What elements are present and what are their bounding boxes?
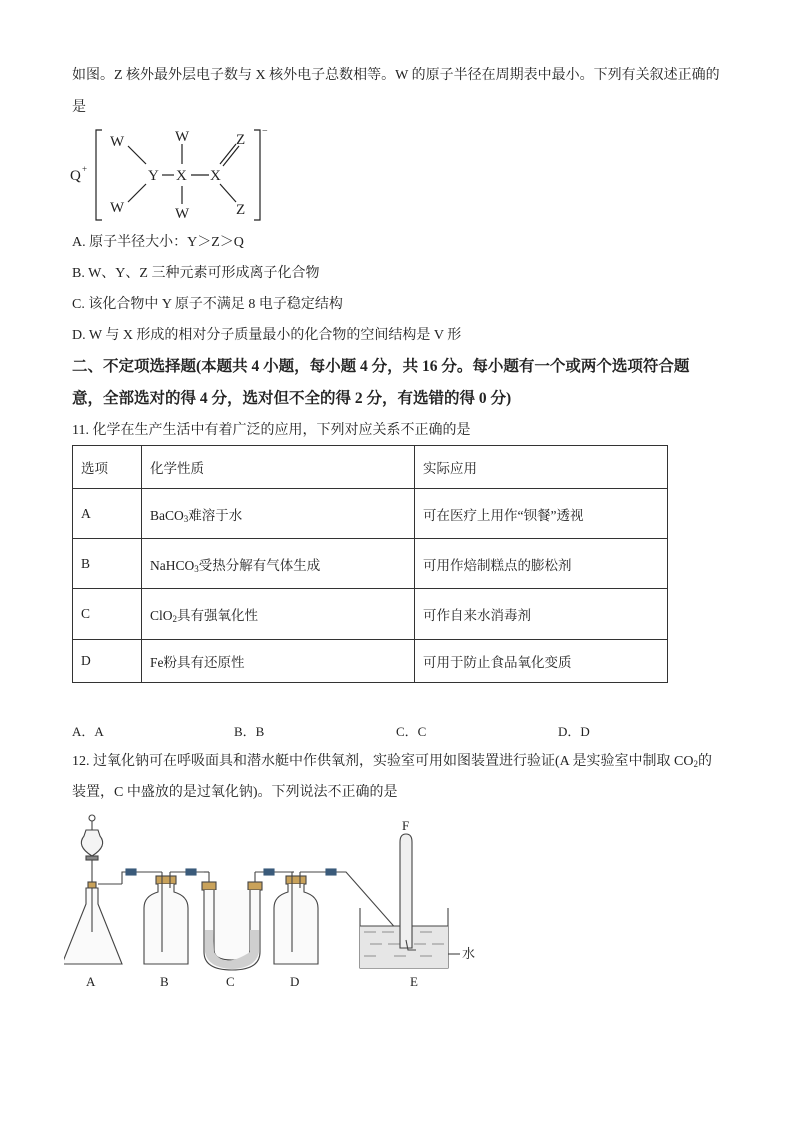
svg-text:W: W xyxy=(175,129,190,145)
atom-y: Y xyxy=(148,168,159,184)
svg-text:W: W xyxy=(110,200,125,216)
svg-text:C: C xyxy=(226,974,235,989)
svg-text:E: E xyxy=(410,974,418,989)
cation-symbol: Q xyxy=(70,168,81,184)
q11-choice-d: D．D xyxy=(558,724,590,739)
svg-text:−: − xyxy=(262,126,268,137)
table-row: B NaHCO$_3$受热分解有气体生成 可用作焙制糕点的膨松剂 xyxy=(73,539,668,589)
section2-heading-line1: 二、不定项选择题(本题共 4 小题，每小题 4 分，共 16 分。每小题有一个或两个选项符合题 xyxy=(72,358,690,375)
svg-text:Z: Z xyxy=(236,202,246,218)
table-row: A BaCO$_3$难溶于水 可在医疗上用作“钡餐”透视 xyxy=(73,489,668,539)
left-bracket xyxy=(96,130,102,220)
svg-text:D: D xyxy=(290,974,300,989)
q11-choice-b: B．B xyxy=(234,724,265,739)
q10-intro-line1: 如图。Z 核外最外层电子数与 X 核外电子总数相等。W 的原子半径在周期表中最小。下列有关叙述正确的 xyxy=(72,68,720,83)
q11-stem: 11. 化学在生产生活中有着广泛的应用，下列对应关系不正确的是 xyxy=(72,423,471,438)
q11-table xyxy=(72,445,668,683)
table-row: D Fe粉具有还原性 可用于防止食品氧化变质 xyxy=(73,640,668,683)
apparatus-e xyxy=(360,834,460,968)
q12-stem-line1: 12. 过氧化钠可在呼吸面具和潜水艇中作供氧剂，实验室可用如图装置进行验证(A 是实验室中制取 $CO_2$的 xyxy=(72,754,712,769)
q10-option-a: A. 原子半径大小：Y＞Z＞Q xyxy=(72,235,244,250)
q12-stem-line2: 装置，C 中盛放的是过氧化钠)。下列说法不正确的是 xyxy=(72,785,398,800)
svg-text:F: F xyxy=(402,818,410,833)
atom-x1: X xyxy=(176,168,187,184)
q10-option-d: D. W 与 X 形成的相对分子质量最小的化合物的空间结构是 V 形 xyxy=(72,328,462,343)
svg-text:B: B xyxy=(160,974,169,989)
q10-option-c: C. 该化合物中 Y 原子不满足 8 电子稳定结构 xyxy=(72,297,343,312)
table-header-row xyxy=(73,446,668,489)
atom-x2: X xyxy=(210,168,221,184)
apparatus-b xyxy=(122,872,204,964)
table-row: C ClO$_2$具有强氧化性 可作自来水消毒剂 xyxy=(73,589,668,640)
header-option: 选项 xyxy=(73,446,142,489)
section2-heading-line2: 意，全部选对的得 4 分，选对但不全的得 2 分，有选错的得 0 分) xyxy=(72,390,512,407)
q10-intro-line2: 是 xyxy=(72,100,86,115)
svg-text:W: W xyxy=(175,206,190,222)
apparatus-a xyxy=(64,815,122,964)
right-bracket xyxy=(254,130,260,220)
header-property: 化学性质 xyxy=(142,446,415,489)
svg-text:+: + xyxy=(82,164,88,174)
svg-text:W: W xyxy=(110,134,125,150)
svg-text:水: 水 xyxy=(462,946,476,961)
apparatus-diagram xyxy=(64,812,504,992)
svg-text:Z: Z xyxy=(236,132,246,148)
svg-text:A: A xyxy=(86,974,96,989)
structure-diagram xyxy=(68,124,278,224)
header-application: 实际应用 xyxy=(415,446,668,489)
q11-choice-c: C．C xyxy=(396,724,427,739)
q10-option-b: B. W、Y、Z 三种元素可形成离子化合物 xyxy=(72,266,320,281)
q11-choice-a: A．A xyxy=(72,724,104,739)
